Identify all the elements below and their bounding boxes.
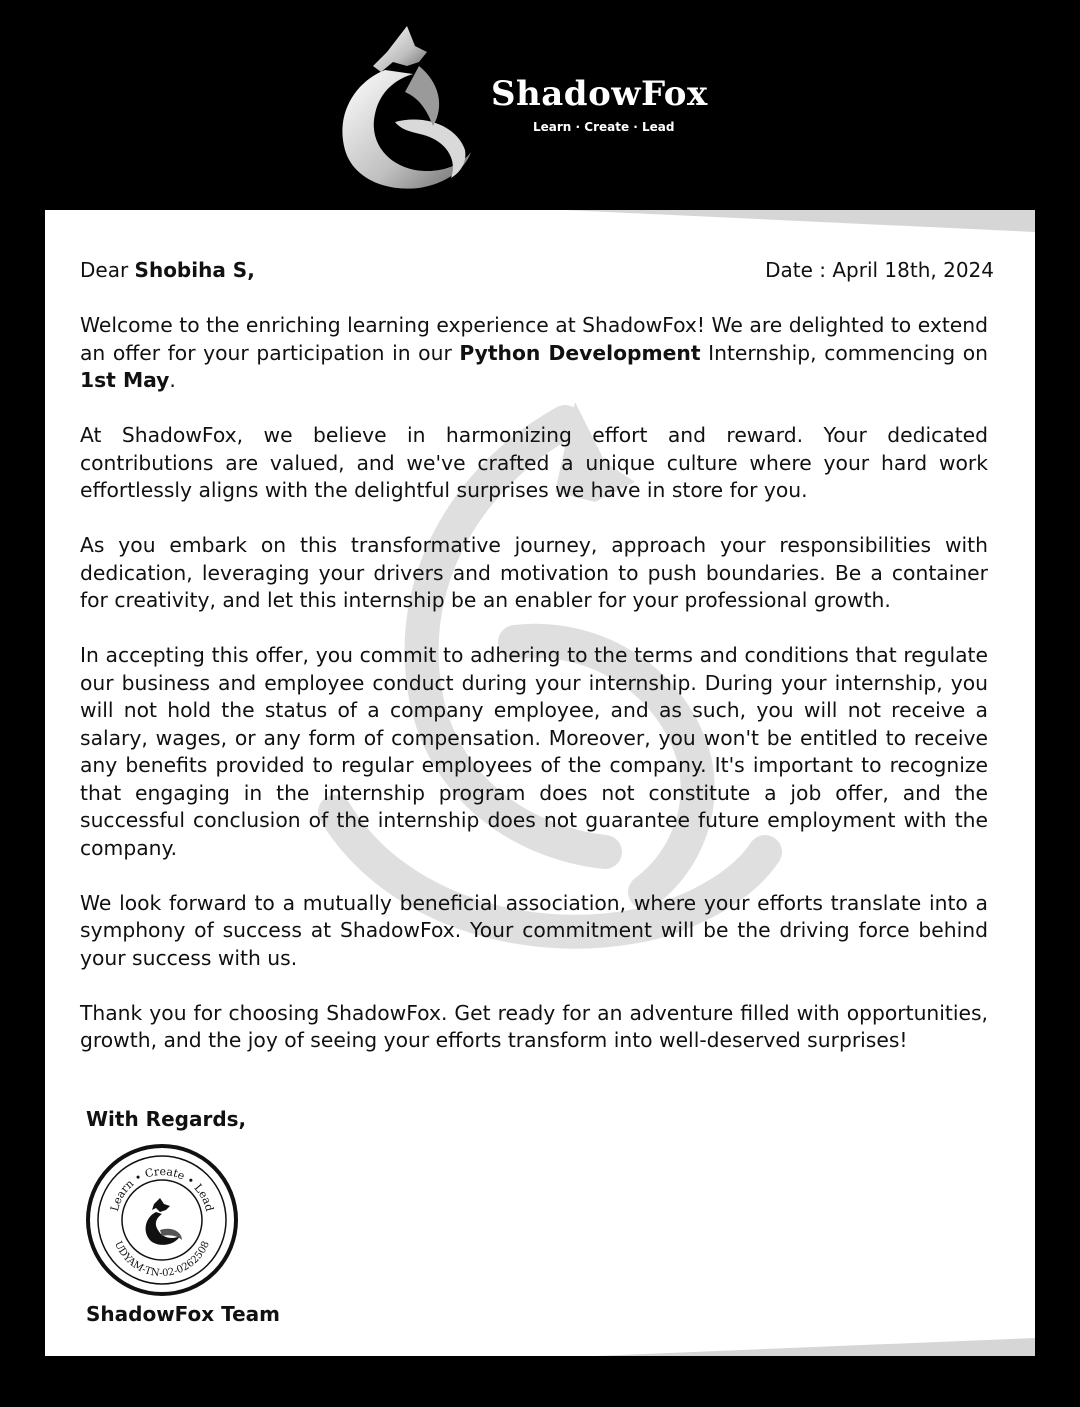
brand-name: ShadowFox [491,74,708,114]
recipient-name: Shobiha S, [134,258,255,282]
company-seal-icon [82,1140,242,1300]
paragraph-text: Internship, commencing on [700,340,988,365]
greeting: Dear [80,258,129,282]
corner-accent-bottom [595,1338,1035,1356]
date-label: Date [765,258,813,282]
closing: With Regards, [86,1107,247,1131]
paragraph-culture: At ShadowFox, we believe in harmonizing effort and reward. Your dedicated contributions are valued, and we've crafted a unique culture where your hard work effortlessly aligns with the delightful surprises we have in store for you. [80,423,988,502]
date-value: : April 18th, 2024 [819,258,994,282]
paragraph-text: . [169,368,176,392]
signature-team: ShadowFox Team [86,1302,281,1326]
salutation [80,258,255,282]
letterhead-footer [45,1356,1035,1407]
seal-top-text: Learn • Create • Lead [107,1164,217,1213]
paragraph-journey: As you embark on this transformative journey, approach your responsibilities with dedication, leveraging your drivers and motivation to push boundaries. Be a container for creativity, and let this internship be an enabler for your professional growth. [80,533,988,612]
paragraph-text: Welcome to the enriching learning experience at ShadowFox! We are delighted to extend an offer for your participation in our [80,313,988,365]
paragraph-association: We look forward to a mutually beneficial association, where your efforts translate into a symphony of success at ShadowFox. Your commitment will be the driving force behind your success with us. [80,890,988,970]
letter-page [45,22,1035,1407]
letter-date [765,258,994,282]
start-date: 1st May [80,368,170,392]
seal-bottom-text: UDYAM-TN-02-0262508 [112,1239,212,1280]
program-name: Python Development [459,340,701,365]
paragraph-welcome [80,312,988,395]
corner-accent-top [565,210,1035,232]
letter-body [80,312,988,1082]
paragraph-terms: In accepting this offer, you commit to adhering to the terms and conditions that regulate our business and employee conduct during your internship. During your internship, you will not hold the status of a company employee, and as such, you will not receive a salary, wages, or any form of compensation. Moreover, you won't be entitled to receive any benefits provided to regular employees of the company. It's important to recognize that engaging in the internship program does not constitute a job offer, and the successful conclusion of the internship does not guarantee future employment with the company. [80,643,988,860]
letterhead-header [45,22,1035,210]
brand-tagline: Learn · Create · Lead [533,120,675,134]
fox-logo-icon [315,22,485,210]
paragraph-thanks: Thank you for choosing ShadowFox. Get ready for an adventure filled with opportunities, growth, and the joy of seeing your efforts transform into well-deserved surprises! [80,1000,988,1052]
